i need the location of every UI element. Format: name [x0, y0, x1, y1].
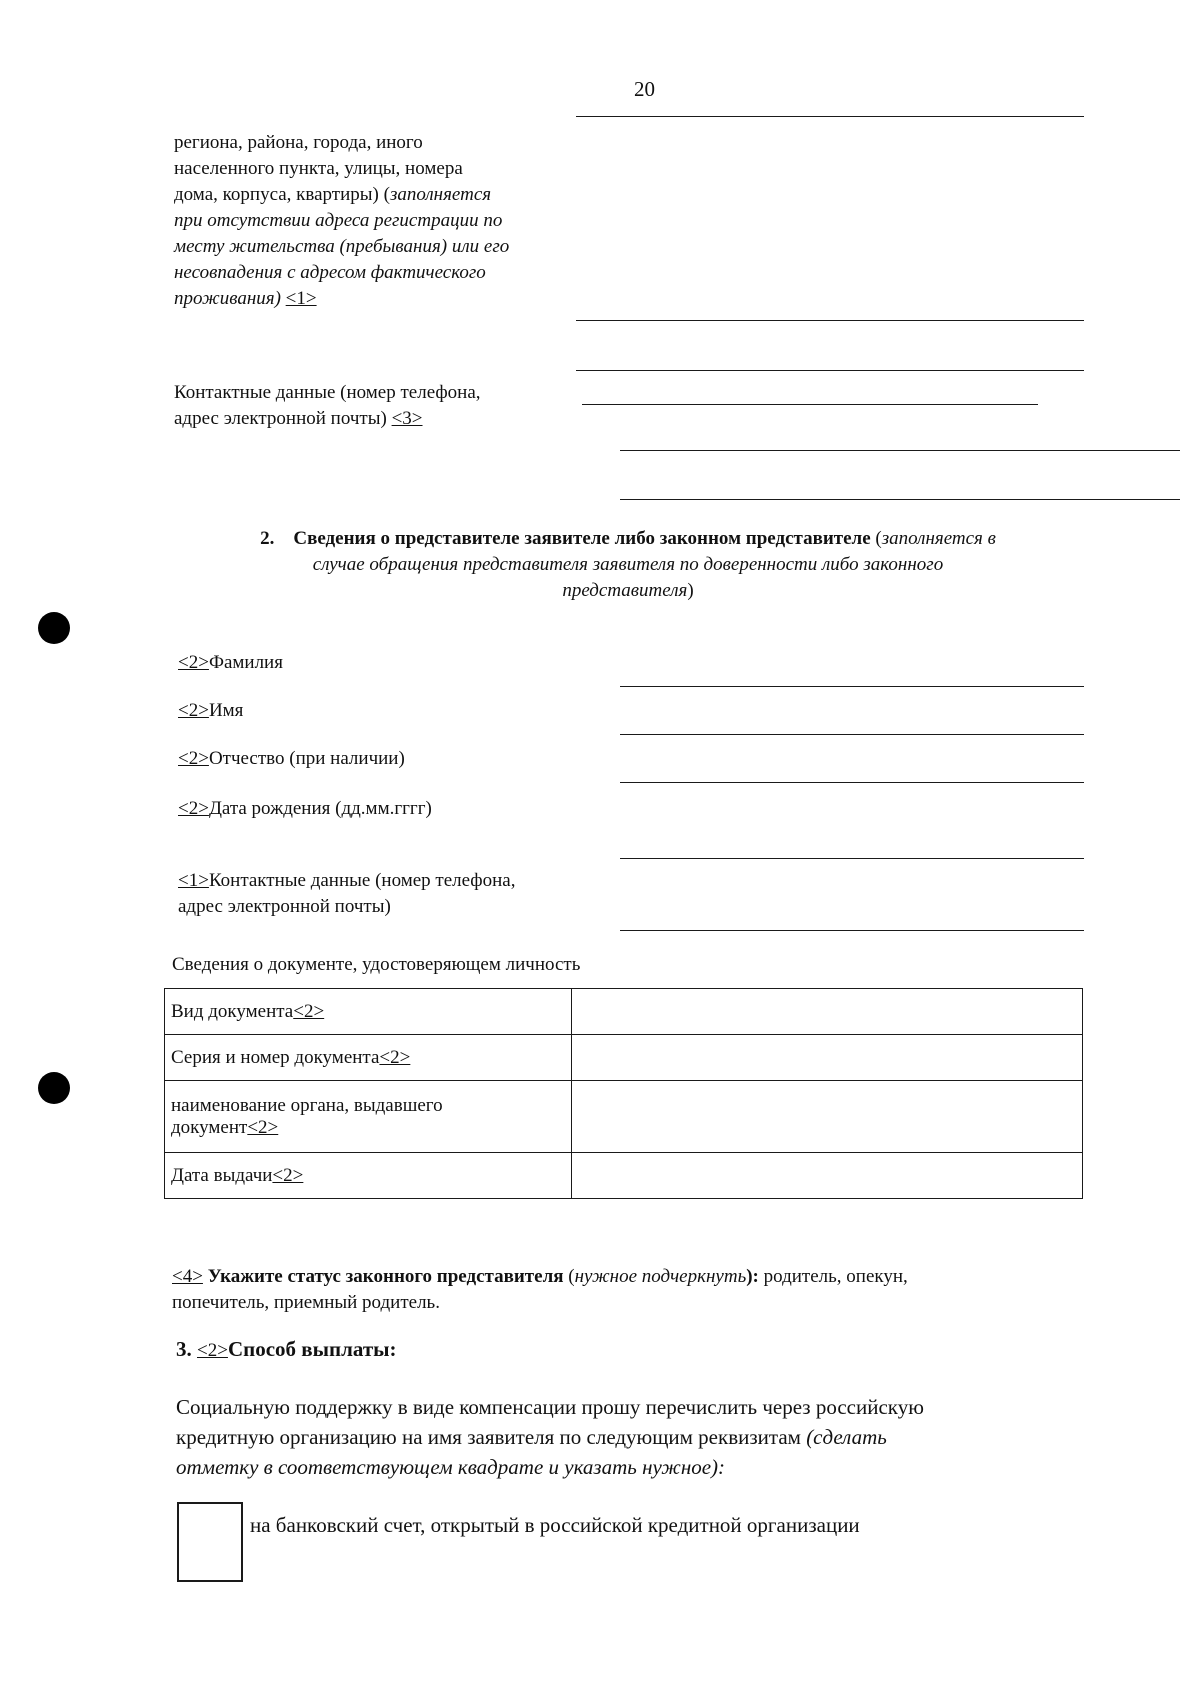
id-doc-heading: Сведения о документе, удостоверяющем личность — [172, 954, 581, 975]
section2-heading — [168, 526, 1088, 604]
address-note: проживания) <1> — [174, 288, 317, 309]
rep-patronymic-field[interactable] — [620, 782, 1084, 783]
contact-fill-line[interactable] — [582, 404, 1038, 405]
status-block — [172, 1264, 1072, 1316]
address-line: региона, района, города, иного — [174, 132, 423, 153]
status-line: <4> Укажите статус законного представителя (нужное подчеркнуть): родитель, опекун, — [172, 1266, 908, 1287]
contact-line: адрес электронной почты) <3> — [174, 408, 423, 429]
rep-birthdate-field[interactable] — [620, 858, 1084, 859]
fill-line[interactable] — [576, 116, 1084, 117]
binder-hole — [38, 1072, 70, 1104]
footnote-ref: <4> — [172, 1266, 203, 1287]
bank-account-checkbox[interactable] — [177, 1502, 243, 1582]
address-fill-line[interactable] — [576, 370, 1084, 371]
table-row — [165, 1081, 1083, 1153]
contact-fill-line[interactable] — [620, 450, 1180, 451]
payment-line: отметку в соответствующем квадрате и указать нужное): — [176, 1455, 726, 1479]
id-doc-table — [164, 988, 1083, 1199]
section3-heading: 3. <2>Способ выплаты: — [176, 1337, 397, 1361]
table-row — [165, 989, 1083, 1035]
rep-patronymic-label: <2>Отчество (при наличии) — [178, 748, 405, 769]
status-options[interactable]: попечитель, приемный родитель. — [172, 1292, 440, 1313]
table-cell-label: Серия и номер документа<2> — [165, 1035, 572, 1081]
footnote-ref: <1> — [285, 288, 317, 309]
rep-name-field[interactable] — [620, 734, 1084, 735]
address-note: несовпадения с адресом фактического — [174, 262, 486, 283]
address-label — [174, 130, 594, 312]
rep-contact-label — [178, 868, 598, 920]
rep-contact-line: адрес электронной почты) — [178, 896, 391, 917]
contact-line: Контактные данные (номер телефона, — [174, 382, 481, 403]
rep-birthdate-label: <2>Дата рождения (дд.мм.гггг) — [178, 798, 432, 819]
rep-contact-field[interactable] — [620, 930, 1084, 931]
section2-note: случае обращения представителя заявителя по доверенности либо законного — [312, 554, 944, 575]
payment-line: Социальную поддержку в виде компенсации прошу перечислить через российскую — [176, 1395, 924, 1419]
payment-text — [176, 1392, 1096, 1482]
contact-fill-line[interactable] — [620, 499, 1180, 500]
address-fill-line[interactable] — [576, 320, 1084, 321]
rep-surname-label: <2>Фамилия — [178, 652, 283, 673]
table-cell-label: наименование органа, выдавшего документ<2> — [165, 1081, 572, 1153]
doc-issue-date-field[interactable] — [572, 1153, 1083, 1199]
bank-account-option-label: на банковский счет, открытый в российской кредитной организации — [250, 1513, 860, 1537]
doc-type-field[interactable] — [572, 989, 1083, 1035]
address-note: месту жительства (пребывания) или его — [174, 236, 510, 257]
section2-title: 2. Сведения о представителе заявителе либо законном представителе (заполняется в — [260, 528, 996, 549]
binder-hole — [38, 612, 70, 644]
section2-note: представителя) — [562, 580, 694, 601]
address-note: при отсутствии адреса регистрации по — [174, 210, 503, 231]
doc-issuer-field[interactable] — [572, 1081, 1083, 1153]
payment-line: кредитную организацию на имя заявителя по следующим реквизитам (сделать — [176, 1425, 887, 1449]
table-row — [165, 1035, 1083, 1081]
status-options[interactable]: родитель, опекун, — [763, 1266, 908, 1287]
table-row — [165, 1153, 1083, 1199]
page-number: 20 — [634, 77, 655, 101]
address-line: дома, корпуса, квартиры) (заполняется — [174, 184, 492, 205]
rep-name-label: <2>Имя — [178, 700, 244, 721]
table-cell-label: Дата выдачи<2> — [165, 1153, 572, 1199]
doc-number-field[interactable] — [572, 1035, 1083, 1081]
address-line: населенного пункта, улицы, номера — [174, 158, 463, 179]
rep-contact-line: <1>Контактные данные (номер телефона, — [178, 870, 516, 891]
table-cell-label: Вид документа<2> — [165, 989, 572, 1035]
footnote-ref: <3> — [391, 408, 423, 429]
rep-surname-field[interactable] — [620, 686, 1084, 687]
contact-label — [174, 380, 594, 432]
